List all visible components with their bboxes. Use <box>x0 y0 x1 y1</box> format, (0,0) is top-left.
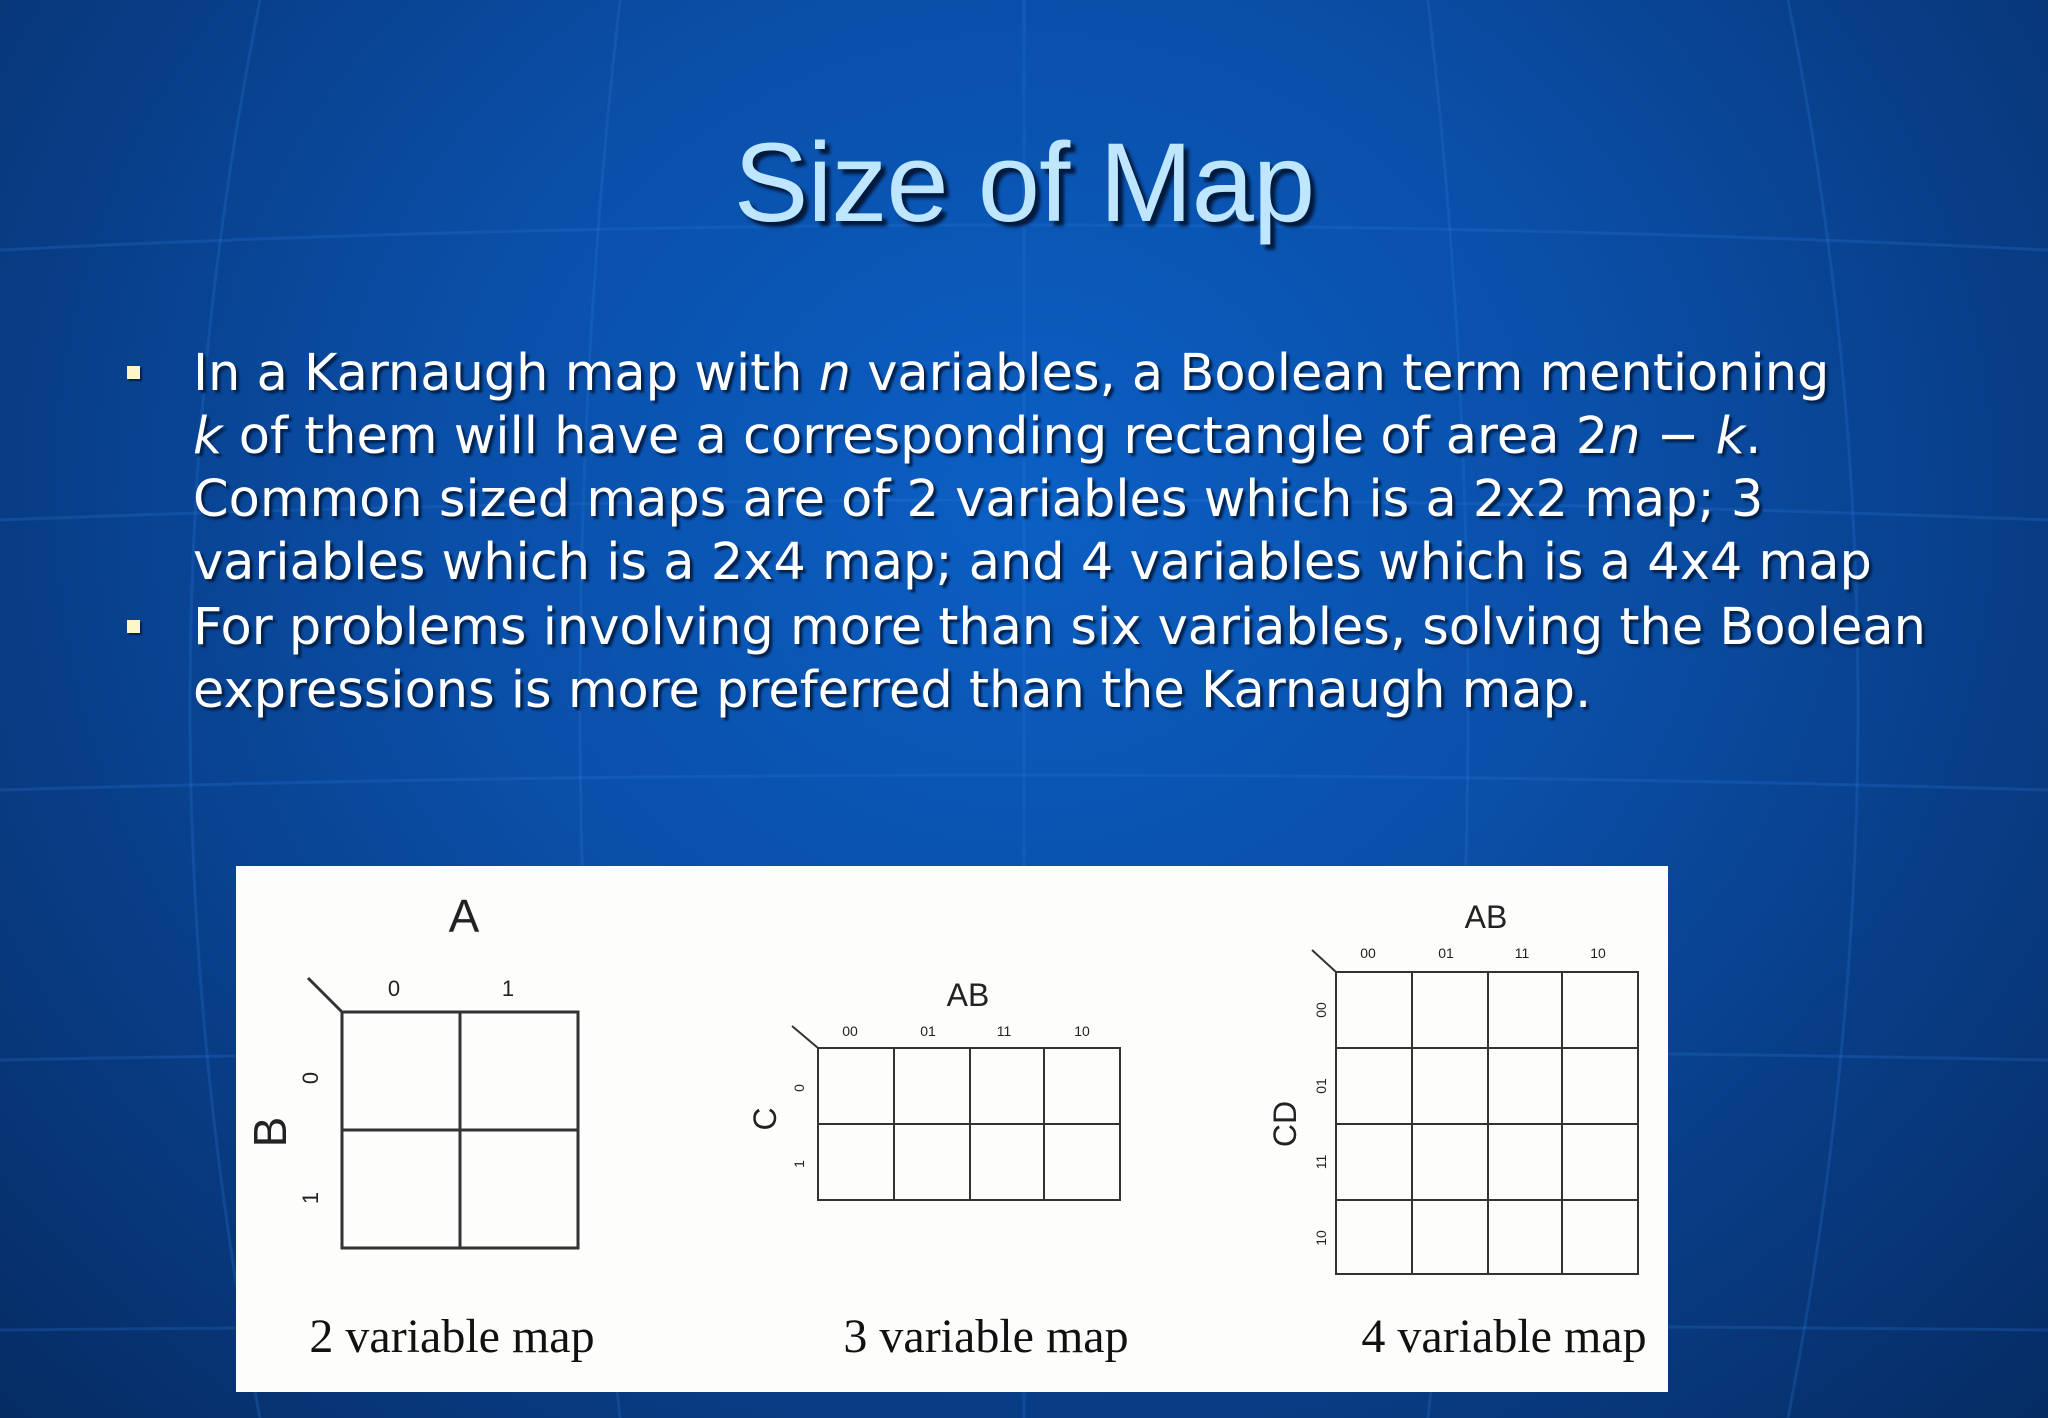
kmap-3-col-label-10: 10 <box>1074 1023 1090 1039</box>
bullet-list <box>120 342 1940 724</box>
kmap-2-row-var: B <box>244 1116 296 1148</box>
kmap-4-row-label-01: 01 <box>1313 1078 1329 1094</box>
bullet-1-text: In a Karnaugh map with n variables, a Boolean term mentioning k of them will have a corresponding rectangle of area 2n − k. Common sized maps are of 2 variables which is a 2x2 map; 3 variables which is a 2x4 map; and 4 variables which is a 4x4 map <box>193 344 1872 592</box>
kmap-2-variable <box>244 890 595 1363</box>
bullet-2-text: For problems involving more than six variables, solving the Boolean expressions is more preferred than the Karnaugh map. <box>193 598 1926 720</box>
kmap-2-corner-line <box>308 978 342 1012</box>
kmap-3-row-label-0: 0 <box>791 1084 807 1092</box>
kmap-4-col-label-11: 11 <box>1514 945 1530 961</box>
kmap-4-col-label-00: 00 <box>1360 945 1376 961</box>
kmap-4-col-label-10: 10 <box>1590 945 1606 961</box>
kmap-3-col-label-01: 01 <box>920 1023 936 1039</box>
kmap-4-row-var: CD <box>1267 1100 1303 1148</box>
kmap-3-col-label-11: 11 <box>996 1023 1012 1039</box>
kmap-3-row-label-1: 1 <box>791 1160 807 1168</box>
kmap-2-col-var: A <box>448 890 480 942</box>
kmap-3-variable <box>747 977 1129 1363</box>
kmap-3-col-var: AB <box>946 977 990 1013</box>
square-bullet-icon <box>127 366 140 379</box>
kmap-4-caption: 4 variable map <box>1361 1310 1647 1363</box>
kmap-4-row-label-00: 00 <box>1313 1002 1329 1018</box>
square-bullet-icon <box>127 620 140 633</box>
karnaugh-map-figure <box>236 866 1668 1392</box>
kmap-2-col-label-0: 0 <box>387 976 401 1001</box>
kmap-4-col-var: AB <box>1464 899 1508 935</box>
kmap-3-grid <box>818 1048 1120 1200</box>
kmap-2-row-label-1: 1 <box>298 1191 323 1205</box>
kmap-2-caption: 2 variable map <box>309 1310 595 1363</box>
bullet-item-2 <box>120 596 1940 722</box>
kmap-4-row-label-11: 11 <box>1313 1154 1329 1170</box>
kmap-4-corner-line <box>1312 950 1336 972</box>
kmap-4-row-label-10: 10 <box>1313 1230 1329 1246</box>
kmap-3-row-var: C <box>747 1107 783 1131</box>
kmap-4-variable <box>1267 899 1647 1363</box>
kmap-3-col-label-00: 00 <box>842 1023 858 1039</box>
kmap-3-corner-line <box>792 1026 818 1048</box>
bullet-item-1 <box>120 342 1940 594</box>
kmap-2-grid <box>342 1012 578 1248</box>
slide-title: Size of Map <box>733 120 1315 245</box>
kmap-4-col-label-01: 01 <box>1438 945 1454 961</box>
kmap-2-col-label-1: 1 <box>501 976 515 1001</box>
kmap-3-caption: 3 variable map <box>843 1310 1129 1363</box>
kmap-2-row-label-0: 0 <box>298 1071 323 1085</box>
kmap-4-grid <box>1336 972 1638 1274</box>
